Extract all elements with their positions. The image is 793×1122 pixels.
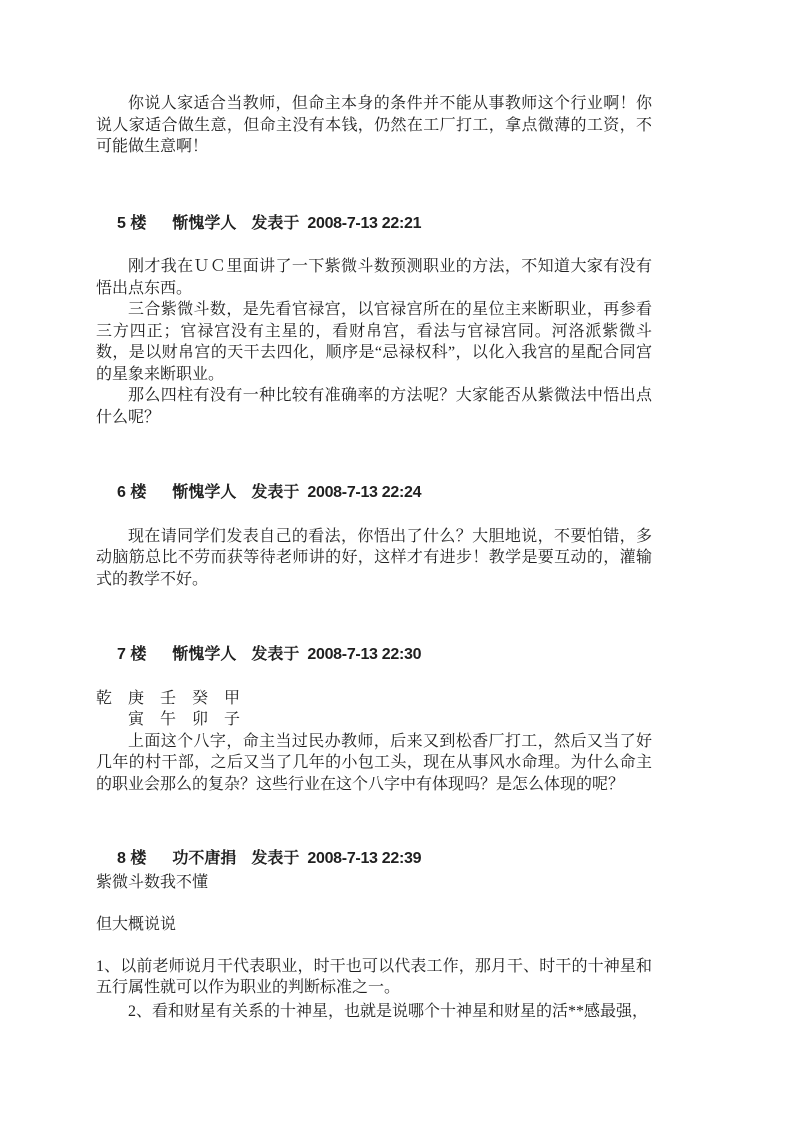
floor-label: 7 楼 [117, 646, 147, 663]
post-body [96, 872, 698, 1023]
post-datetime: 2008-7-13 22:21 [307, 214, 422, 232]
author-name: 惭愧学人 [172, 646, 237, 663]
post-body [96, 688, 698, 796]
post-header [96, 644, 698, 666]
paragraph: 但大概说说 [96, 916, 177, 933]
leading-paragraph: 你说人家适合当教师，但命主本身的条件并不能从事教师这个行业啊！你说人家适合做生意，但命主没有本钱，仍然在工厂打工，拿点微薄的工资，不可能做生意啊！ [96, 95, 652, 155]
post-floor-6 [96, 482, 698, 590]
paragraph: 1、以前老师说月干代表职业，时干也可以代表工作，那月干、时干的十神星和五行属性就可以作为职业的判断标准之一。 [96, 957, 652, 996]
paragraph: 现在请同学们发表自己的看法，你悟出了什么？大胆地说，不要怕错，多动脑筋总比不劳而获等待老师讲的好，这样才有进步！教学是要互动的，灌输式的教学不好。 [96, 527, 652, 588]
post-header [96, 848, 698, 870]
floor-label: 6 楼 [117, 484, 147, 501]
author-name: 惭愧学人 [172, 484, 237, 501]
post-datetime: 2008-7-13 22:24 [307, 484, 422, 501]
post-datetime: 2008-7-13 22:39 [307, 850, 422, 867]
author-name: 功不唐捐 [172, 850, 237, 867]
posted-label: 发表于 [251, 646, 300, 663]
author-name: 惭愧学人 [172, 214, 237, 232]
paragraph: 那么四柱有没有一种比较有准确率的方法呢？大家能否从紫微法中悟出点什么呢？ [96, 387, 652, 426]
bazi-earthly-branches-line: 寅 午 卯 子 [96, 711, 241, 728]
post-floor-7 [96, 644, 698, 795]
posted-label: 发表于 [251, 850, 300, 867]
paragraph: 三合紫微斗数，是先看官禄宫，以官禄宫所在的星位主来断职业，再参看三方四正；官禄宫没有主星的，看财帛宫，看法与官禄宫同。河洛派紫微斗数，是以财帛宫的天干去四化，顺序是“忌禄权科”，以化入我宫的星配合同宫的星象来断职业。 [96, 301, 652, 383]
posted-label: 发表于 [251, 484, 300, 501]
paragraph: 2、看和财星有关系的十神星，也就是说哪个十神星和财星的活**感最强， [128, 1002, 649, 1020]
paragraph: 刚才我在ＵＣ里面讲了一下紫微斗数预测职业的方法，不知道大家有没有悟出点东西。 [96, 258, 652, 297]
post-floor-8 [96, 848, 698, 1022]
post-body [96, 256, 698, 428]
post-body [96, 526, 698, 591]
post-floor-5 [96, 213, 698, 429]
post-header [96, 213, 698, 235]
posted-label: 发表于 [251, 214, 300, 232]
post-datetime: 2008-7-13 22:30 [307, 646, 422, 663]
floor-label: 8 楼 [117, 850, 147, 867]
floor-label: 5 楼 [117, 214, 147, 232]
paragraph: 上面这个八字，命主当过民办教师，后来又到松香厂打工，然后又当了好几年的村干部，之后又当了几年的小包工头，现在从事风水命理。为什么命主的职业会那么的复杂？这些行业在这个八字中有体现吗？是怎么体现的呢？ [96, 732, 652, 793]
post-header [96, 482, 698, 504]
paragraph: 紫微斗数我不懂 [96, 873, 209, 891]
bazi-heavenly-stems-line: 乾 庚 壬 癸 甲 [96, 689, 241, 707]
